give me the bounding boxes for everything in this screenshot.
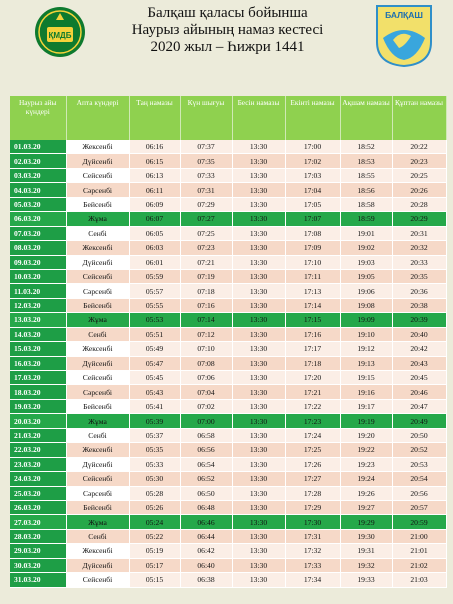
asr-cell: 17:15: [285, 313, 340, 327]
isha-cell: 20:53: [392, 457, 446, 471]
weekday-cell: Сәрсенбі: [66, 284, 129, 298]
fajr-cell: 05:24: [129, 515, 180, 529]
asr-cell: 17:09: [285, 241, 340, 255]
dhuhr-cell: 13:30: [232, 428, 285, 442]
asr-cell: 17:27: [285, 472, 340, 486]
date-cell: 15.03.20: [10, 342, 66, 356]
balkhash-logo: [371, 2, 437, 68]
asr-cell: 17:18: [285, 356, 340, 370]
weekday-cell: Жексенбі: [66, 443, 129, 457]
fajr-cell: 06:07: [129, 212, 180, 226]
date-cell: 28.03.20: [10, 529, 66, 543]
sunrise-cell: 06:56: [180, 443, 232, 457]
date-cell: 03.03.20: [10, 168, 66, 182]
table-row: [10, 399, 446, 413]
dhuhr-cell: 13:30: [232, 486, 285, 500]
maghrib-cell: 19:24: [340, 472, 392, 486]
maghrib-cell: 19:12: [340, 342, 392, 356]
maghrib-cell: 19:32: [340, 558, 392, 572]
weekday-cell: Сәрсенбі: [66, 486, 129, 500]
table-row: [10, 269, 446, 283]
dhuhr-cell: 13:30: [232, 342, 285, 356]
dhuhr-cell: 13:30: [232, 356, 285, 370]
asr-cell: 17:00: [285, 140, 340, 154]
maghrib-cell: 19:29: [340, 515, 392, 529]
sunrise-cell: 06:38: [180, 573, 232, 587]
table-row: [10, 327, 446, 341]
weekday-cell: Жұма: [66, 313, 129, 327]
date-cell: 02.03.20: [10, 154, 66, 168]
maghrib-cell: 19:23: [340, 457, 392, 471]
dhuhr-cell: 13:30: [232, 255, 285, 269]
maghrib-cell: 19:08: [340, 298, 392, 312]
dhuhr-cell: 13:30: [232, 197, 285, 211]
isha-cell: 20:45: [392, 371, 446, 385]
weekday-cell: Бейсенбі: [66, 399, 129, 413]
title-line-1: Балқаш қаласы бойынша: [147, 5, 308, 21]
dhuhr-cell: 13:30: [232, 284, 285, 298]
isha-cell: 20:28: [392, 197, 446, 211]
fajr-cell: 06:03: [129, 241, 180, 255]
weekday-cell: Жұма: [66, 515, 129, 529]
maghrib-cell: 19:20: [340, 428, 392, 442]
maghrib-cell: 19:33: [340, 573, 392, 587]
date-cell: 16.03.20: [10, 356, 66, 370]
table-row: [10, 515, 446, 529]
table-row: [10, 486, 446, 500]
date-cell: 21.03.20: [10, 428, 66, 442]
table-row: [10, 342, 446, 356]
maghrib-cell: 18:53: [340, 154, 392, 168]
weekday-cell: Сенбі: [66, 226, 129, 240]
left-logo-text: ҚМДБ: [48, 31, 72, 40]
isha-cell: 20:43: [392, 356, 446, 370]
dhuhr-cell: 13:30: [232, 241, 285, 255]
weekday-cell: Дүйсенбі: [66, 154, 129, 168]
weekday-cell: Сәрсенбі: [66, 183, 129, 197]
asr-cell: 17:08: [285, 226, 340, 240]
fajr-cell: 05:37: [129, 428, 180, 442]
date-cell: 26.03.20: [10, 500, 66, 514]
maghrib-cell: 19:16: [340, 385, 392, 399]
fajr-cell: 05:22: [129, 529, 180, 543]
fajr-cell: 05:39: [129, 414, 180, 428]
maghrib-cell: 19:19: [340, 414, 392, 428]
maghrib-cell: 18:52: [340, 140, 392, 154]
column-header-weekday: Апта күндері: [66, 96, 129, 140]
isha-cell: 20:56: [392, 486, 446, 500]
sunrise-cell: 07:06: [180, 371, 232, 385]
right-logo-text: БАЛҚАШ: [385, 10, 423, 20]
table-row: [10, 226, 446, 240]
weekday-cell: Сейсенбі: [66, 472, 129, 486]
dhuhr-cell: 13:30: [232, 313, 285, 327]
asr-cell: 17:03: [285, 168, 340, 182]
fajr-cell: 05:26: [129, 500, 180, 514]
maghrib-cell: 19:10: [340, 327, 392, 341]
title-line-3: 2020 жыл – Һижри 1441: [150, 39, 305, 55]
maghrib-cell: 19:05: [340, 269, 392, 283]
fajr-cell: 06:01: [129, 255, 180, 269]
dhuhr-cell: 13:30: [232, 399, 285, 413]
weekday-cell: Сейсенбі: [66, 371, 129, 385]
fajr-cell: 06:11: [129, 183, 180, 197]
weekday-cell: Бейсенбі: [66, 197, 129, 211]
maghrib-cell: 19:30: [340, 529, 392, 543]
fajr-cell: 05:41: [129, 399, 180, 413]
table-row: [10, 500, 446, 514]
asr-cell: 17:25: [285, 443, 340, 457]
fajr-cell: 05:55: [129, 298, 180, 312]
sunrise-cell: 06:52: [180, 472, 232, 486]
asr-cell: 17:23: [285, 414, 340, 428]
dhuhr-cell: 13:30: [232, 414, 285, 428]
sunrise-cell: 07:12: [180, 327, 232, 341]
table-row: [10, 298, 446, 312]
sunrise-cell: 07:29: [180, 197, 232, 211]
isha-cell: 21:02: [392, 558, 446, 572]
table-row: [10, 212, 446, 226]
table-row: [10, 385, 446, 399]
date-cell: 23.03.20: [10, 457, 66, 471]
weekday-cell: Бейсенбі: [66, 500, 129, 514]
date-cell: 05.03.20: [10, 197, 66, 211]
fajr-cell: 05:17: [129, 558, 180, 572]
column-header-maghrib: Ақшам намазы: [340, 96, 392, 140]
title-line-2: Наурыз айының намаз кестесі: [131, 22, 324, 38]
sunrise-cell: 07:10: [180, 342, 232, 356]
sunrise-cell: 06:48: [180, 500, 232, 514]
table-row: [10, 168, 446, 182]
date-cell: 30.03.20: [10, 558, 66, 572]
weekday-cell: Жексенбі: [66, 140, 129, 154]
dhuhr-cell: 13:30: [232, 226, 285, 240]
sunrise-cell: 07:21: [180, 255, 232, 269]
fajr-cell: 06:09: [129, 197, 180, 211]
date-cell: 24.03.20: [10, 472, 66, 486]
table-row: [10, 472, 446, 486]
asr-cell: 17:24: [285, 428, 340, 442]
sunrise-cell: 07:16: [180, 298, 232, 312]
weekday-cell: Дүйсенбі: [66, 457, 129, 471]
asr-cell: 17:29: [285, 500, 340, 514]
isha-cell: 20:31: [392, 226, 446, 240]
weekday-cell: Жексенбі: [66, 544, 129, 558]
sunrise-cell: 07:27: [180, 212, 232, 226]
date-cell: 10.03.20: [10, 269, 66, 283]
date-cell: 01.03.20: [10, 140, 66, 154]
asr-cell: 17:31: [285, 529, 340, 543]
date-cell: 31.03.20: [10, 573, 66, 587]
sunrise-cell: 07:33: [180, 168, 232, 182]
column-header-fajr: Таң намазы: [129, 96, 180, 140]
sunrise-cell: 06:42: [180, 544, 232, 558]
isha-cell: 21:01: [392, 544, 446, 558]
date-cell: 14.03.20: [10, 327, 66, 341]
fajr-cell: 05:47: [129, 356, 180, 370]
sunrise-cell: 06:50: [180, 486, 232, 500]
isha-cell: 20:57: [392, 500, 446, 514]
table-row: [10, 356, 446, 370]
asr-cell: 17:26: [285, 457, 340, 471]
dhuhr-cell: 13:30: [232, 298, 285, 312]
dhuhr-cell: 13:30: [232, 168, 285, 182]
isha-cell: 20:36: [392, 284, 446, 298]
column-header-dhuhr: Бесін намазы: [232, 96, 285, 140]
isha-cell: 20:32: [392, 241, 446, 255]
isha-cell: 21:00: [392, 529, 446, 543]
fajr-cell: 05:35: [129, 443, 180, 457]
asr-cell: 17:17: [285, 342, 340, 356]
dhuhr-cell: 13:30: [232, 457, 285, 471]
dhuhr-cell: 13:30: [232, 371, 285, 385]
weekday-cell: Жексенбі: [66, 342, 129, 356]
fajr-cell: 05:30: [129, 472, 180, 486]
page-title: [110, 5, 345, 56]
sunrise-cell: 07:37: [180, 140, 232, 154]
maghrib-cell: 19:15: [340, 371, 392, 385]
date-cell: 20.03.20: [10, 414, 66, 428]
column-header-isha: Құптан намазы: [392, 96, 446, 140]
isha-cell: 20:35: [392, 269, 446, 283]
sunrise-cell: 07:14: [180, 313, 232, 327]
table-row: [10, 529, 446, 543]
asr-cell: 17:14: [285, 298, 340, 312]
weekday-cell: Сәрсенбі: [66, 385, 129, 399]
table-row: [10, 241, 446, 255]
table-row: [10, 154, 446, 168]
asr-cell: 17:05: [285, 197, 340, 211]
date-cell: 19.03.20: [10, 399, 66, 413]
isha-cell: 20:26: [392, 183, 446, 197]
asr-cell: 17:28: [285, 486, 340, 500]
maghrib-cell: 19:02: [340, 241, 392, 255]
isha-cell: 20:40: [392, 327, 446, 341]
sunrise-cell: 07:35: [180, 154, 232, 168]
asr-cell: 17:02: [285, 154, 340, 168]
fajr-cell: 05:51: [129, 327, 180, 341]
isha-cell: 20:54: [392, 472, 446, 486]
sunrise-cell: 07:25: [180, 226, 232, 240]
fajr-cell: 06:05: [129, 226, 180, 240]
date-cell: 07.03.20: [10, 226, 66, 240]
kmdb-logo: [34, 6, 86, 58]
date-cell: 25.03.20: [10, 486, 66, 500]
sunrise-cell: 07:08: [180, 356, 232, 370]
fajr-cell: 05:43: [129, 385, 180, 399]
isha-cell: 21:03: [392, 573, 446, 587]
table-row: [10, 443, 446, 457]
weekday-cell: Жұма: [66, 414, 129, 428]
fajr-cell: 05:15: [129, 573, 180, 587]
fajr-cell: 06:16: [129, 140, 180, 154]
isha-cell: 20:38: [392, 298, 446, 312]
table-row: [10, 573, 446, 587]
dhuhr-cell: 13:30: [232, 269, 285, 283]
table-row: [10, 183, 446, 197]
maghrib-cell: 19:17: [340, 399, 392, 413]
sunrise-cell: 07:31: [180, 183, 232, 197]
asr-cell: 17:21: [285, 385, 340, 399]
maghrib-cell: 18:55: [340, 168, 392, 182]
date-cell: 06.03.20: [10, 212, 66, 226]
weekday-cell: Дүйсенбі: [66, 558, 129, 572]
sunrise-cell: 06:54: [180, 457, 232, 471]
table-row: [10, 255, 446, 269]
isha-cell: 20:42: [392, 342, 446, 356]
weekday-cell: Сейсенбі: [66, 573, 129, 587]
date-cell: 29.03.20: [10, 544, 66, 558]
date-cell: 22.03.20: [10, 443, 66, 457]
isha-cell: 20:50: [392, 428, 446, 442]
asr-cell: 17:33: [285, 558, 340, 572]
maghrib-cell: 18:56: [340, 183, 392, 197]
weekday-cell: Сейсенбі: [66, 269, 129, 283]
date-cell: 17.03.20: [10, 371, 66, 385]
date-cell: 08.03.20: [10, 241, 66, 255]
dhuhr-cell: 13:30: [232, 500, 285, 514]
date-cell: 18.03.20: [10, 385, 66, 399]
asr-cell: 17:32: [285, 544, 340, 558]
isha-cell: 20:49: [392, 414, 446, 428]
maghrib-cell: 19:09: [340, 313, 392, 327]
weekday-cell: Бейсенбі: [66, 298, 129, 312]
dhuhr-cell: 13:30: [232, 212, 285, 226]
sunrise-cell: 06:46: [180, 515, 232, 529]
maghrib-cell: 19:06: [340, 284, 392, 298]
asr-cell: 17:34: [285, 573, 340, 587]
dhuhr-cell: 13:30: [232, 327, 285, 341]
asr-cell: 17:13: [285, 284, 340, 298]
fajr-cell: 05:59: [129, 269, 180, 283]
column-header-sunrise: Күн шығуы: [180, 96, 232, 140]
weekday-cell: Жұма: [66, 212, 129, 226]
weekday-cell: Дүйсенбі: [66, 356, 129, 370]
sunrise-cell: 06:40: [180, 558, 232, 572]
weekday-cell: Дүйсенбі: [66, 255, 129, 269]
dhuhr-cell: 13:30: [232, 515, 285, 529]
maghrib-cell: 18:58: [340, 197, 392, 211]
table-row: [10, 558, 446, 572]
asr-cell: 17:16: [285, 327, 340, 341]
date-cell: 11.03.20: [10, 284, 66, 298]
table-row: [10, 197, 446, 211]
asr-cell: 17:07: [285, 212, 340, 226]
dhuhr-cell: 13:30: [232, 573, 285, 587]
column-header-asr: Екінті намазы: [285, 96, 340, 140]
isha-cell: 20:52: [392, 443, 446, 457]
asr-cell: 17:11: [285, 269, 340, 283]
maghrib-cell: 19:03: [340, 255, 392, 269]
fajr-cell: 05:57: [129, 284, 180, 298]
dhuhr-cell: 13:30: [232, 443, 285, 457]
fajr-cell: 05:19: [129, 544, 180, 558]
isha-cell: 20:59: [392, 515, 446, 529]
table-row: [10, 284, 446, 298]
fajr-cell: 05:53: [129, 313, 180, 327]
dhuhr-cell: 13:30: [232, 544, 285, 558]
column-header-date: Наурыз айы күндері: [10, 96, 66, 140]
fajr-cell: 05:28: [129, 486, 180, 500]
isha-cell: 20:23: [392, 154, 446, 168]
fajr-cell: 06:13: [129, 168, 180, 182]
prayer-schedule-table: [10, 96, 447, 588]
fajr-cell: 06:15: [129, 154, 180, 168]
table-header-row: [10, 96, 446, 140]
header: [0, 0, 453, 96]
weekday-cell: Сейсенбі: [66, 168, 129, 182]
fajr-cell: 05:45: [129, 371, 180, 385]
dhuhr-cell: 13:30: [232, 385, 285, 399]
dhuhr-cell: 13:30: [232, 472, 285, 486]
sunrise-cell: 07:00: [180, 414, 232, 428]
asr-cell: 17:22: [285, 399, 340, 413]
date-cell: 13.03.20: [10, 313, 66, 327]
maghrib-cell: 19:13: [340, 356, 392, 370]
table-row: [10, 140, 446, 154]
isha-cell: 20:47: [392, 399, 446, 413]
weekday-cell: Сенбі: [66, 529, 129, 543]
maghrib-cell: 18:59: [340, 212, 392, 226]
date-cell: 09.03.20: [10, 255, 66, 269]
date-cell: 12.03.20: [10, 298, 66, 312]
weekday-cell: Сенбі: [66, 428, 129, 442]
isha-cell: 20:39: [392, 313, 446, 327]
table-row: [10, 544, 446, 558]
sunrise-cell: 07:02: [180, 399, 232, 413]
dhuhr-cell: 13:30: [232, 558, 285, 572]
dhuhr-cell: 13:30: [232, 183, 285, 197]
asr-cell: 17:20: [285, 371, 340, 385]
maghrib-cell: 19:22: [340, 443, 392, 457]
dhuhr-cell: 13:30: [232, 140, 285, 154]
maghrib-cell: 19:26: [340, 486, 392, 500]
isha-cell: 20:25: [392, 168, 446, 182]
isha-cell: 20:22: [392, 140, 446, 154]
table-row: [10, 313, 446, 327]
weekday-cell: Жексенбі: [66, 241, 129, 255]
sunrise-cell: 07:04: [180, 385, 232, 399]
dhuhr-cell: 13:30: [232, 529, 285, 543]
date-cell: 04.03.20: [10, 183, 66, 197]
dhuhr-cell: 13:30: [232, 154, 285, 168]
isha-cell: 20:33: [392, 255, 446, 269]
isha-cell: 20:29: [392, 212, 446, 226]
table-row: [10, 414, 446, 428]
fajr-cell: 05:49: [129, 342, 180, 356]
sunrise-cell: 07:23: [180, 241, 232, 255]
table-row: [10, 457, 446, 471]
maghrib-cell: 19:27: [340, 500, 392, 514]
asr-cell: 17:04: [285, 183, 340, 197]
sunrise-cell: 07:18: [180, 284, 232, 298]
asr-cell: 17:30: [285, 515, 340, 529]
fajr-cell: 05:33: [129, 457, 180, 471]
asr-cell: 17:10: [285, 255, 340, 269]
date-cell: 27.03.20: [10, 515, 66, 529]
maghrib-cell: 19:31: [340, 544, 392, 558]
sunrise-cell: 06:44: [180, 529, 232, 543]
weekday-cell: Сенбі: [66, 327, 129, 341]
sunrise-cell: 07:19: [180, 269, 232, 283]
sunrise-cell: 06:58: [180, 428, 232, 442]
table-row: [10, 371, 446, 385]
table-row: [10, 428, 446, 442]
isha-cell: 20:46: [392, 385, 446, 399]
maghrib-cell: 19:01: [340, 226, 392, 240]
